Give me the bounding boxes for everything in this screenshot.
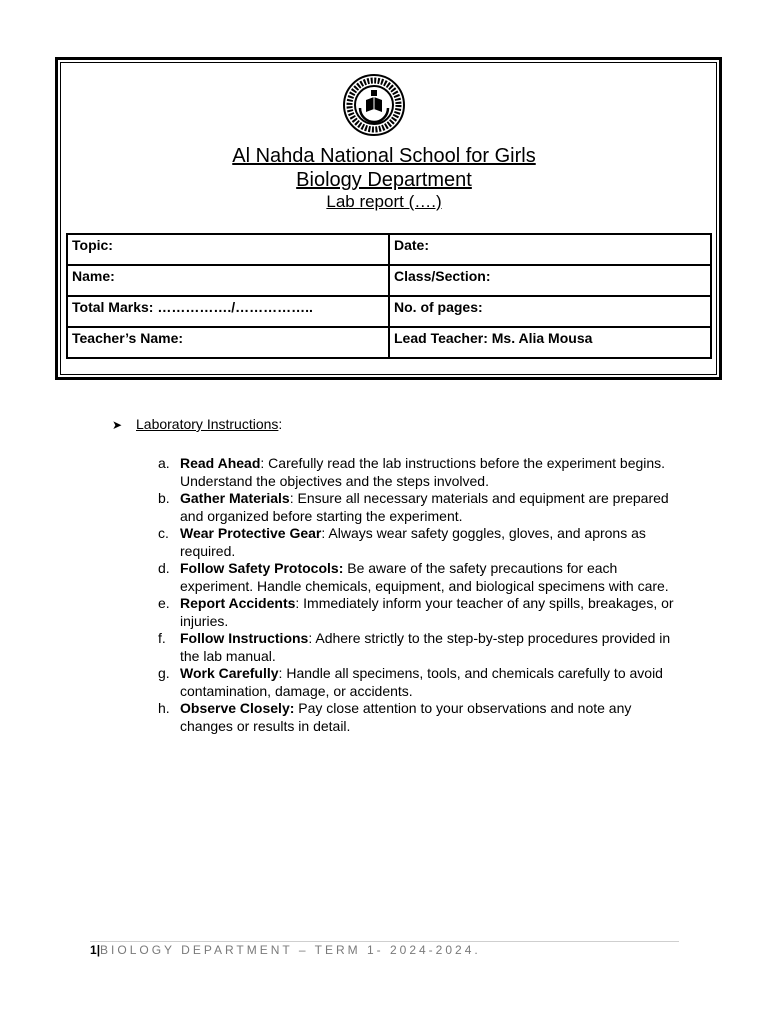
- item-title: Wear Protective Gear: [180, 525, 322, 541]
- pages-field: No. of pages:: [389, 296, 711, 327]
- item-text: Adhere strictly to the step-by-step procedures provided in the lab manual.: [180, 630, 671, 664]
- footer-divider: [90, 941, 679, 942]
- instructions-heading-suffix: :: [278, 416, 283, 432]
- item-sep: :: [289, 490, 294, 506]
- item-title: Read Ahead: [180, 455, 261, 471]
- item-sep: :: [260, 455, 265, 471]
- table-row: [67, 265, 711, 296]
- item-sep: :: [295, 595, 300, 611]
- item-text: Pay close attention to your observations and note any changes or results in detail.: [180, 700, 632, 734]
- item-marker: a.: [158, 455, 170, 471]
- item-marker: e.: [158, 595, 170, 611]
- instructions-heading: [112, 416, 282, 432]
- item-text: Immediately inform your teacher of any spills, breakages, or injuries.: [180, 595, 674, 629]
- school-name: Al Nahda National School for Girls: [232, 145, 536, 167]
- footer-separator: |: [96, 943, 101, 957]
- item-title: Gather Materials: [180, 490, 290, 506]
- date-field: Date:: [389, 234, 711, 265]
- list-item: [158, 665, 678, 700]
- teacher-name-field: Teacher’s Name:: [67, 327, 389, 358]
- item-marker: c.: [158, 525, 169, 541]
- item-marker: f.: [158, 630, 166, 646]
- item-title: Report Accidents: [180, 595, 296, 611]
- item-title: Follow Safety Protocols:: [180, 560, 344, 576]
- item-marker: h.: [158, 700, 170, 716]
- item-text: Be aware of the safety precautions for each experiment. Handle chemicals, equipment, and biological specimens with care.: [180, 560, 669, 594]
- table-row: [67, 234, 711, 265]
- item-text: Always wear safety goggles, gloves, and aprons as required.: [180, 525, 646, 559]
- list-item: [158, 630, 678, 665]
- item-title: Work Carefully: [180, 665, 279, 681]
- item-marker: b.: [158, 490, 170, 506]
- item-title: Follow Instructions: [180, 630, 309, 646]
- list-item: [152, 490, 678, 525]
- lead-teacher-field: Lead Teacher: Ms. Alia Mousa: [389, 327, 711, 358]
- item-text: Ensure all necessary materials and equipment are prepared and organized before starting the experiment.: [180, 490, 669, 524]
- department-title: Biology Department: [296, 169, 472, 191]
- table-row: [67, 327, 711, 358]
- name-field: Name:: [67, 265, 389, 296]
- item-sep: :: [278, 665, 283, 681]
- item-title: Observe Closely:: [180, 700, 295, 716]
- lab-report-title: Lab report (….): [326, 192, 442, 211]
- page-number: 1: [90, 943, 97, 957]
- info-table: [66, 233, 712, 359]
- arrow-bullet-icon: ➤: [112, 418, 123, 432]
- footer-text: BIOLOGY DEPARTMENT – TERM 1- 2024-2024.: [100, 943, 481, 957]
- topic-field: Topic:: [67, 234, 389, 265]
- class-section-field: Class/Section:: [389, 265, 711, 296]
- list-item: [158, 560, 678, 595]
- item-marker: g.: [158, 665, 170, 681]
- item-text: Carefully read the lab instructions before the experiment begins. Understand the objectives and the steps involved.: [180, 455, 666, 489]
- list-item: [158, 700, 678, 735]
- list-item: [158, 525, 678, 560]
- item-marker: d.: [158, 560, 170, 576]
- instructions-heading-text: Laboratory Instructions: [136, 416, 279, 432]
- table-row: [67, 296, 711, 327]
- school-logo-icon: [338, 72, 410, 138]
- item-sep: :: [308, 630, 313, 646]
- item-sep: :: [321, 525, 326, 541]
- list-item: [158, 595, 678, 630]
- instructions-list: [158, 455, 678, 735]
- item-text: Handle all specimens, tools, and chemicals carefully to avoid contamination, damage, or accidents.: [180, 665, 663, 699]
- total-marks-field: Total Marks: ……………./……………..: [67, 296, 389, 327]
- page-footer: [90, 943, 481, 957]
- list-item: [158, 455, 678, 490]
